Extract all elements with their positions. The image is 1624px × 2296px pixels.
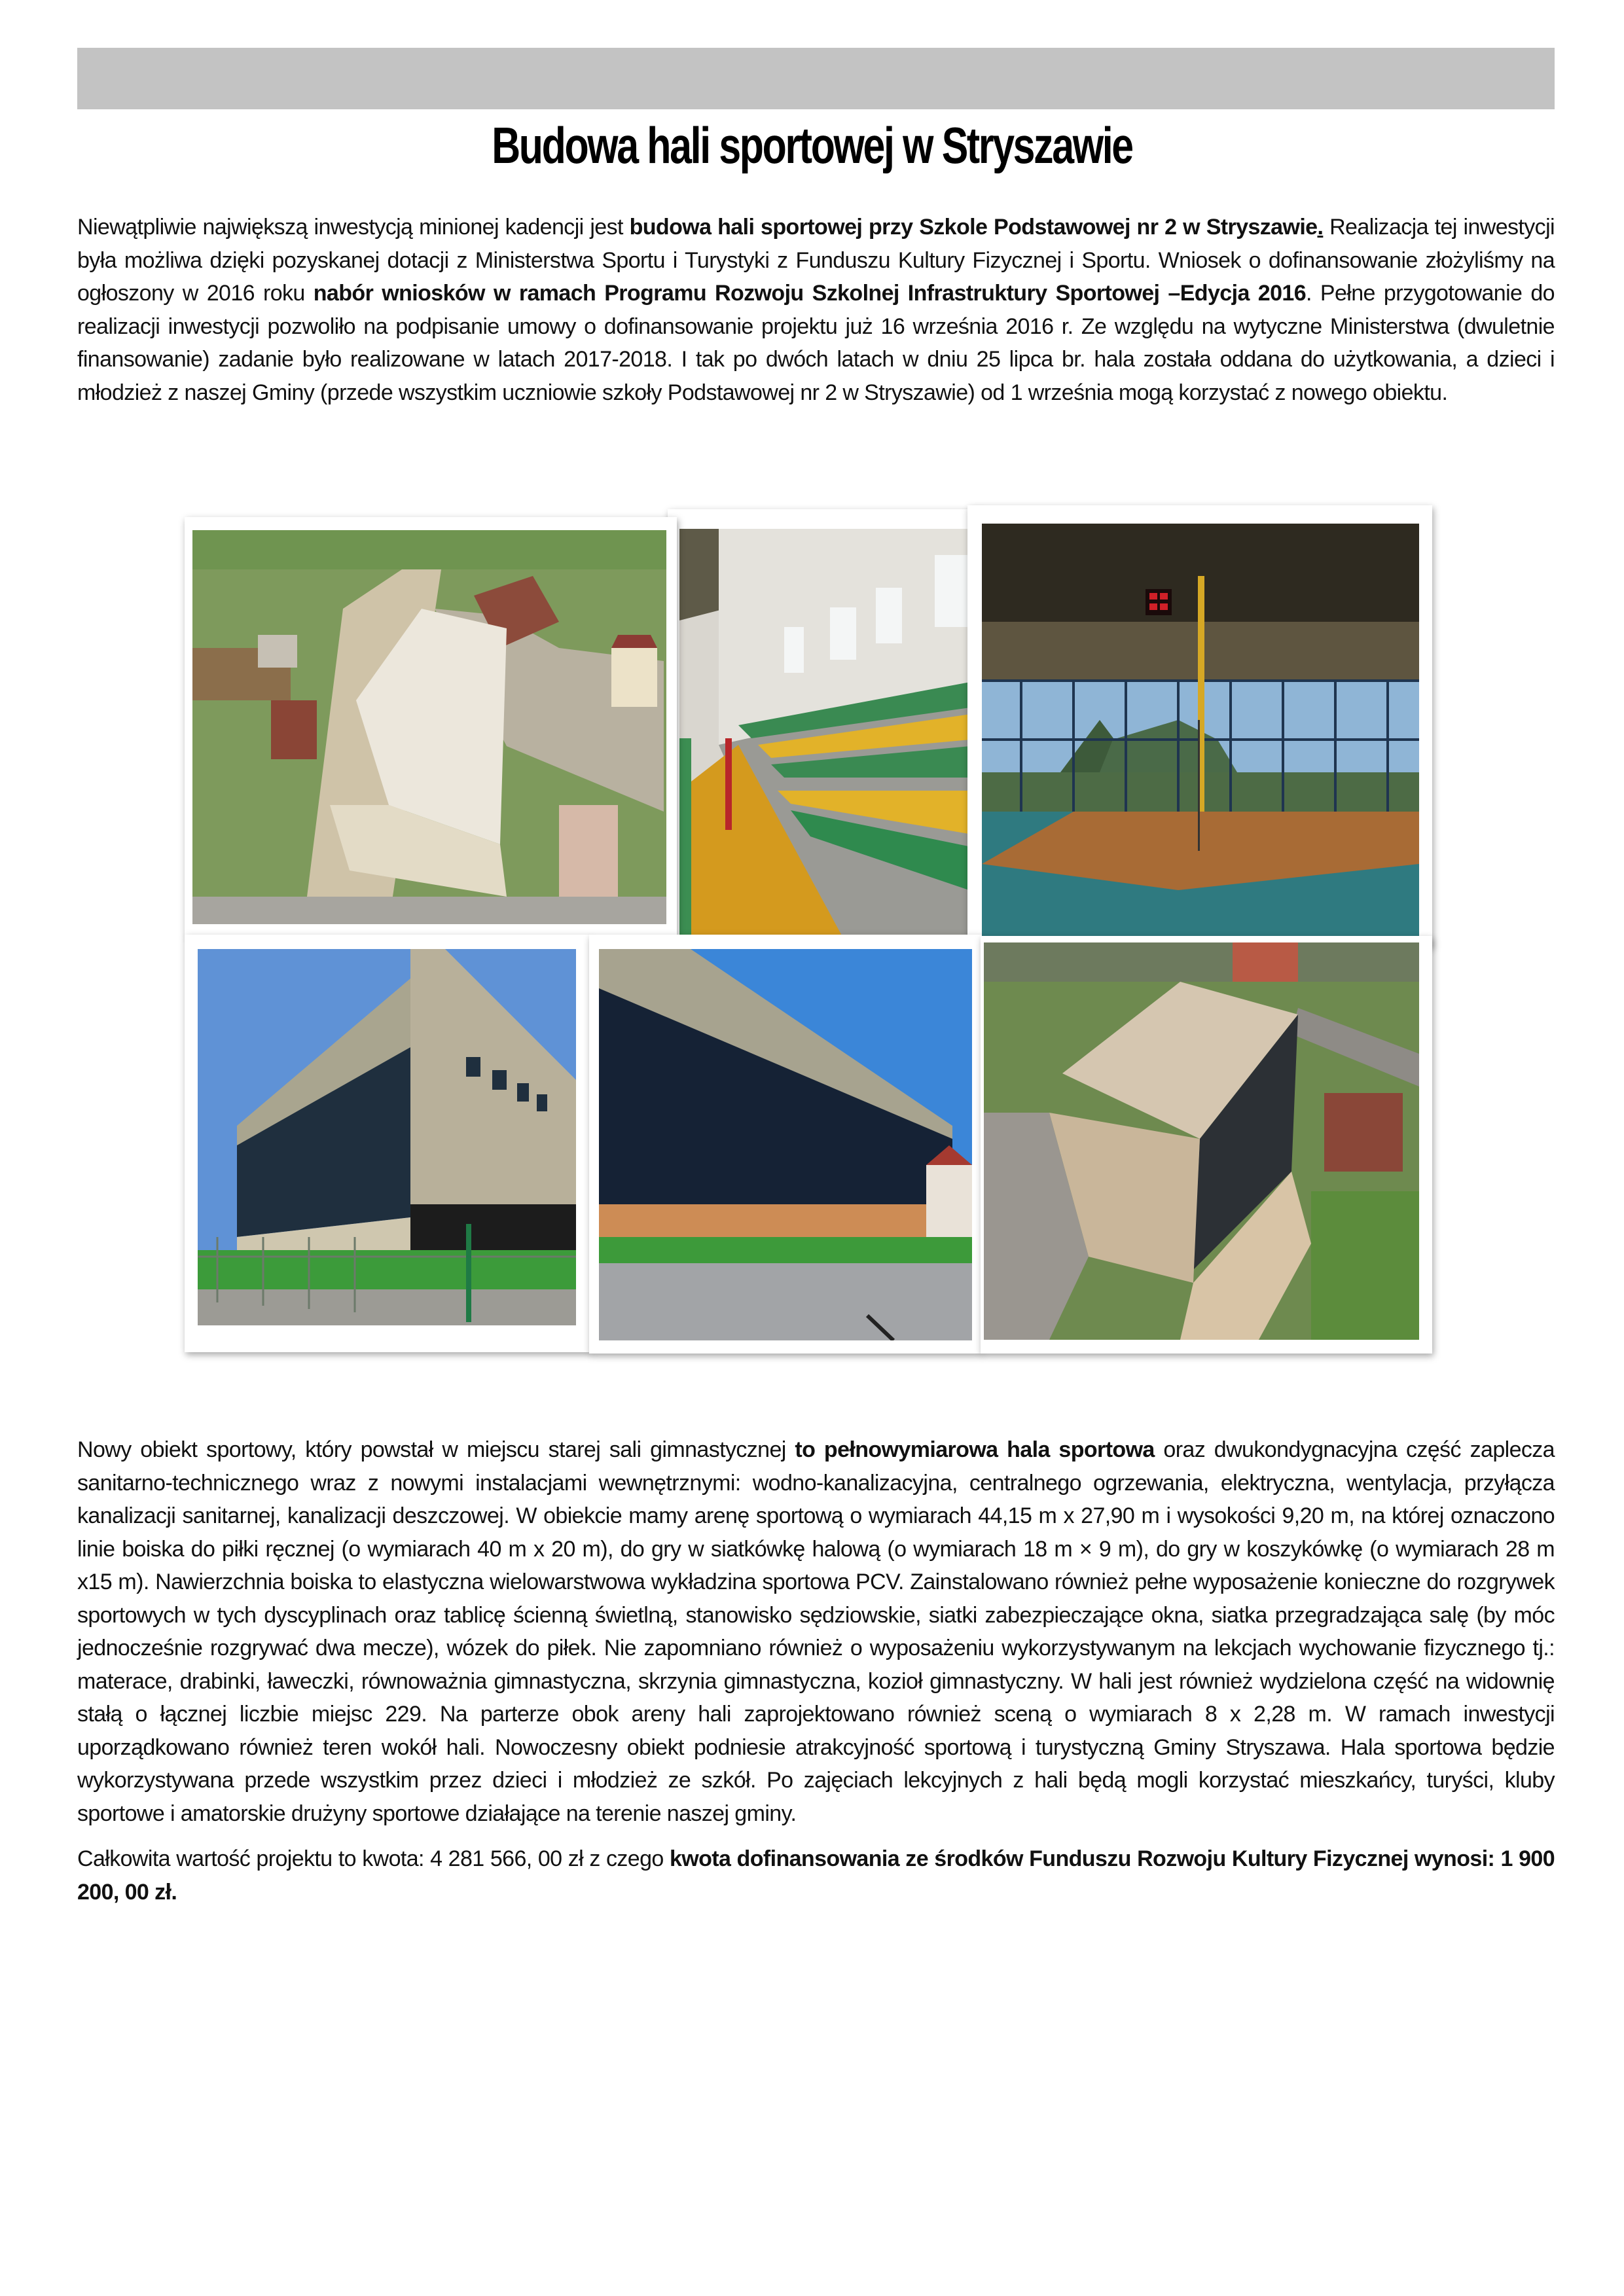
- funding-bold-1: kwota dofinansowania ze środków Funduszu Rozwoju Kultury Fizycznej wynosi: 1 900 200, 00 zł.: [77, 1846, 1555, 1905]
- intro-underlined-period: .: [1317, 215, 1324, 240]
- photo-grandstand: [679, 529, 984, 938]
- description-bold-1: to pełnowymiarowa hala sportowa: [795, 1437, 1155, 1462]
- intro-bold-1: budowa hali sportowej przy Szkole Podstawowej nr 2 w Stryszawie: [629, 215, 1318, 240]
- description-text-2: oraz dwukondygnacyjna część zaplecza sanitarno-technicznego wraz z nowymi instalacjami wewnętrznymi: wodno-kanalizacyjna, centralnego ogrzewania, elektryczna, wentylacja, przyłącza kanalizacji sanitarnej, kanalizacji deszczowej. W obiekcie mamy arenę sportową o wymiarach 44,15 m x 27,90 m i wysokości 9,20 m, na której oznaczono linie boiska do piłki ręcznej (o wymiarach 40 m x 20 m), do gry w siatkówkę halową (o wymiarach 18 m × 9 m), do gry w koszykówkę (o wymiarach 28 m x15 m). Nawierzchnia boiska to elastyczna wielowarstwowa wykładzina sportowa PCV. Zainstalowano również pełne wyposażenie konieczne do rozgrywek sportowych w tych dyscyplinach oraz tablicę ścienną świetlną, stanowisko sędziowskie, siatki zabezpieczające okna, siatka przegradzająca salę (by móc jednocześnie rozgrywać dwa mecze), wózek do piłek. Nie zapomniano również o wyposażeniu wykorzystywanym na lekcjach wychowanie fizycznego tj.: materace, drabinki, ławeczki, równoważnia gimnastyczna, skrzynia gimnastyczna, kozioł gimnastyczny. W hali jest również wydzielona część na widownię stałą o łącznej liczbie miejsc 229. Na parterze obok areny hali zaprojektowano również sceną o wymiarach 8 x 2,28 m. W ramach inwestycji uporządkowano również teren wokół hali. Nowoczesny obiekt podniesie atrakcyjność sportową i turystyczną Gminy Stryszawa. Hala sportowa będzie wykorzystywana przede wszystkim przez dzieci i młodzież ze szkół. Po zajęciach lekcyjnych z hali będą mogli korzystać mieszkańcy, turyści, kluby sportowe i amatorskie drużyny sportowe działające na terenie naszej gminy.: [77, 1437, 1555, 1826]
- intro-bold-2: nabór wniosków w ramach Programu Rozwoju Szkolnej Infrastruktury Sportowej –Edycja 2016: [313, 281, 1307, 306]
- photo-facade-road: [599, 949, 972, 1340]
- page-title: Budowa hali sportowej w Stryszawie: [492, 117, 1132, 174]
- photo-aerial-school: [192, 530, 666, 924]
- photo-aerial-roof: [984, 942, 1419, 1340]
- photo-court-interior: [982, 524, 1419, 937]
- description-paragraph: [77, 1433, 1555, 1830]
- photo-facade-fence: [198, 949, 576, 1325]
- intro-text-2: Realizacja tej inwestycji była możliwa dzięki pozyskanej dotacji z Ministerstwa Sportu i Turystyki z Funduszu Kultury Fizycznej i Sportu. Wniosek o dofinansowanie złożyliśmy na ogłoszony w 2016 roku: [77, 215, 1555, 306]
- intro-paragraph: [77, 211, 1555, 409]
- funding-text-1: Całkowita wartość projektu to kwota: 4 281 566, 00 zł z czego: [77, 1846, 670, 1871]
- header-bar: [77, 48, 1555, 109]
- intro-text-1: Niewątpliwie największą inwestycją minionej kadencji jest: [77, 215, 630, 240]
- funding-paragraph: [77, 1842, 1555, 1909]
- intro-text-3: . Pełne przygotowanie do realizacji inwestycji pozwoliło na podpisanie umowy o dofinansowanie projektu już 16 września 2016 r. Ze względu na wytyczne Ministerstwa (dwuletnie finansowanie) zadanie było realizowane w latach 2017-2018. I tak po dwóch latach w dniu 25 lipca br. hala została oddana do użytkowania, a dzieci i młodzież z naszej Gminy (przede wszystkim uczniowie szkoły Podstawowej nr 2 w Stryszawie) od 1 września mogą korzystać z nowego obiektu.: [77, 281, 1555, 405]
- description-text-1: Nowy obiekt sportowy, który powstał w miejscu starej sali gimnastycznej: [77, 1437, 795, 1462]
